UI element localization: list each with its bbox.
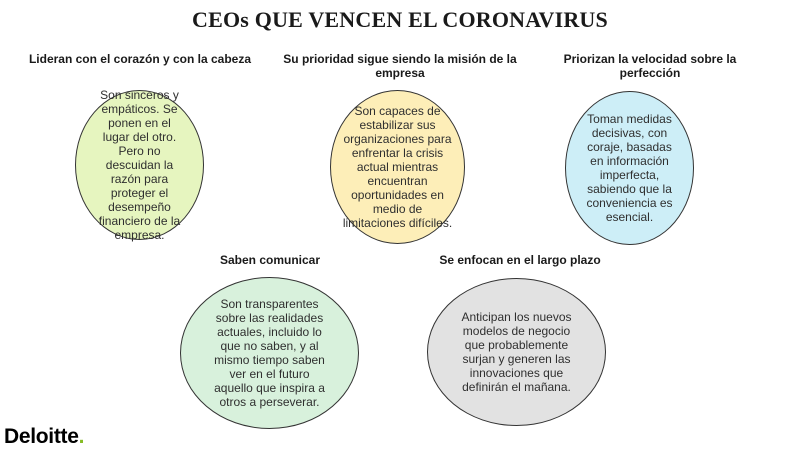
heading-velocidad-perfeccion: Priorizan la velocidad sobre la perfección bbox=[563, 52, 737, 80]
text-largo-plazo: Anticipan los nuevos modelos de negocio que probablemente surjan y generen las innovaciones que definirán el mañana. bbox=[461, 310, 572, 394]
text-saben-comunicar: Son transparentes sobre las realidades actuales, incluido lo que no saben, y al mismo tiempo saben ver en el futuro aquello que inspira a otros a perseverar. bbox=[214, 297, 325, 409]
heading-corazon-cabeza: Lideran con el corazón y con la cabeza bbox=[28, 52, 252, 66]
text-prioridad-mision: Son capaces de estabilizar sus organizaciones para enfrentar la crisis actual mientras encuentran oportunidades en medio de limitaciones difíciles. bbox=[342, 104, 453, 230]
logo-wordmark: Deloitte bbox=[4, 425, 79, 448]
text-velocidad-perfeccion: Toman medidas decisivas, con coraje, basadas en información imperfecta, sabiendo que la conveniencia es esencial. bbox=[586, 112, 673, 224]
logo-dot: . bbox=[78, 425, 85, 448]
circle-corazon-cabeza bbox=[75, 90, 204, 240]
circle-velocidad-perfeccion bbox=[565, 91, 694, 245]
text-corazon-cabeza: Son sinceros y empáticos. Se ponen en el lugar del otro. Pero no descuidan la razón para proteger el desempeño financiero de la empresa. bbox=[98, 88, 181, 242]
heading-largo-plazo: Se enfocan en el largo plazo bbox=[439, 253, 601, 267]
circle-saben-comunicar bbox=[180, 277, 359, 429]
page-title: CEOs QUE VENCEN EL CORONAVIRUS bbox=[192, 7, 608, 32]
heading-saben-comunicar: Saben comunicar bbox=[219, 253, 321, 267]
heading-prioridad-mision: Su prioridad sigue siendo la misión de la empresa bbox=[283, 52, 517, 80]
circle-largo-plazo bbox=[427, 278, 606, 426]
deloitte-logo bbox=[4, 425, 84, 449]
circle-prioridad-mision bbox=[330, 90, 465, 244]
